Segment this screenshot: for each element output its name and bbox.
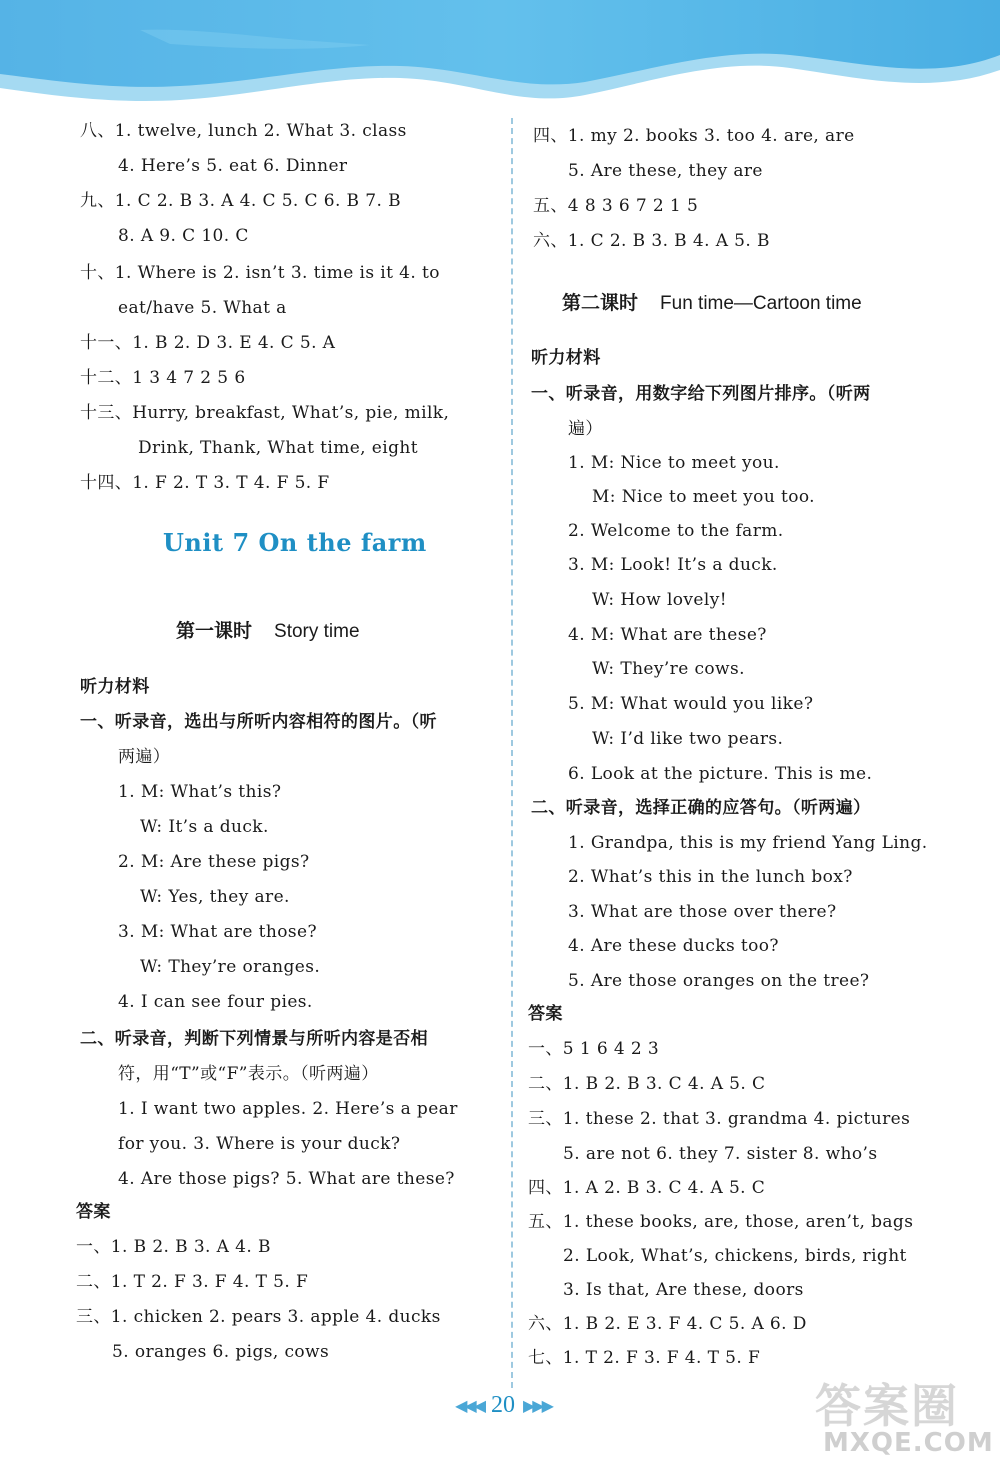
text-line: 四、1. my 2. books 3. too 4. are, are xyxy=(533,126,855,146)
lesson-1-title: Story time xyxy=(274,621,360,642)
text-line: M: Nice to meet you too. xyxy=(592,487,815,507)
text-line: 4. Here’s 5. eat 6. Dinner xyxy=(118,156,348,176)
text-line: W: They’re cows. xyxy=(592,659,745,679)
section-heading: 答案 xyxy=(76,1202,111,1222)
text-line: 1. M: Nice to meet you. xyxy=(568,453,780,473)
section-heading: 一、听录音，选出与所听内容相符的图片。（听 xyxy=(80,712,437,732)
page-number: 20 xyxy=(491,1391,515,1418)
text-line: 5. Are these, they are xyxy=(568,161,763,181)
text-line: W: Yes, they are. xyxy=(140,887,290,907)
text-line: 1. Grandpa, this is my friend Yang Ling. xyxy=(568,833,928,853)
text-line: 一、5 1 6 4 2 3 xyxy=(528,1039,660,1059)
text-line: eat/have 5. What a xyxy=(118,298,287,318)
text-line: 5. Are those oranges on the tree? xyxy=(568,971,870,991)
text-line: 4. Are those pigs? 5. What are these? xyxy=(118,1169,455,1189)
text-line: 6. Look at the picture. This is me. xyxy=(568,764,873,784)
text-line: 十四、1. F 2. T 3. T 4. F 5. F xyxy=(80,473,330,493)
watermark-title: 答案圈 xyxy=(815,1379,959,1433)
section-heading: 听力材料 xyxy=(80,677,150,697)
lesson-2-number: 第二课时 xyxy=(562,292,639,314)
text-line: 十一、1. B 2. D 3. E 4. C 5. A xyxy=(80,333,336,353)
section-heading: 一、听录音，用数字给下列图片排序。（听两 xyxy=(531,384,871,404)
text-line: Drink, Thank, What time, eight xyxy=(138,438,418,458)
text-line: 八、1. twelve, lunch 2. What 3. class xyxy=(80,121,407,141)
page-footer xyxy=(408,1390,598,1420)
column-divider xyxy=(511,118,513,1388)
unit-title: Unit 7 On the farm xyxy=(163,528,427,557)
text-line: 两遍） xyxy=(118,747,171,767)
text-line: W: They’re oranges. xyxy=(140,957,321,977)
text-line: 4. I can see four pies. xyxy=(118,992,313,1012)
text-line: 2. Welcome to the farm. xyxy=(568,521,784,541)
section-heading: 二、听录音，选择正确的应答句。（听两遍） xyxy=(531,798,871,818)
text-line: 3. What are those over there? xyxy=(568,902,837,922)
text-line: 一、1. B 2. B 3. A 4. B xyxy=(76,1237,271,1257)
lesson-1-heading xyxy=(176,616,360,643)
text-line: 4. Are these ducks too? xyxy=(568,936,779,956)
watermark-logo xyxy=(815,1368,1000,1465)
text-line: 二、1. B 2. B 3. C 4. A 5. C xyxy=(528,1074,766,1094)
text-line: 3. Is that, Are these, doors xyxy=(563,1280,804,1300)
text-line: 2. What’s this in the lunch box? xyxy=(568,867,853,887)
text-line: 四、1. A 2. B 3. C 4. A 5. C xyxy=(528,1178,766,1198)
section-heading: 二、听录音，判断下列情景与所听内容是否相 xyxy=(80,1029,428,1049)
prev-arrows-icon: ◀◀◀ xyxy=(455,1395,483,1415)
text-line: for you. 3. Where is your duck? xyxy=(118,1134,401,1154)
text-line: 1. M: What’s this? xyxy=(118,782,282,802)
text-line: 三、1. these 2. that 3. grandma 4. pictures xyxy=(528,1109,911,1129)
next-arrows-icon: ▶▶▶ xyxy=(523,1395,551,1415)
text-line: 六、1. C 2. B 3. B 4. A 5. B xyxy=(533,231,770,251)
text-line: 5. M: What would you like? xyxy=(568,694,814,714)
text-line: 五、4 8 3 6 7 2 1 5 xyxy=(533,196,699,216)
lesson-1-number: 第一课时 xyxy=(176,620,253,642)
text-line: 1. I want two apples. 2. Here’s a pear xyxy=(118,1099,458,1119)
text-line: 七、1. T 2. F 3. F 4. T 5. F xyxy=(528,1348,761,1368)
text-line: 3. M: Look! It’s a duck. xyxy=(568,555,778,575)
text-line: 十三、Hurry, breakfast, What’s, pie, milk, xyxy=(80,403,450,423)
text-line: W: How lovely! xyxy=(592,590,727,610)
watermark-url: MXQE.COM xyxy=(823,1428,994,1458)
text-line: W: I’d like two pears. xyxy=(592,729,784,749)
text-line: 三、1. chicken 2. pears 3. apple 4. ducks xyxy=(76,1307,441,1327)
text-line: 5. oranges 6. pigs, cows xyxy=(112,1342,330,1362)
text-line: 2. M: Are these pigs? xyxy=(118,852,310,872)
text-line: 符，用“T”或“F”表示。（听两遍） xyxy=(118,1064,379,1084)
text-line: 六、1. B 2. E 3. F 4. C 5. A 6. D xyxy=(528,1314,807,1334)
text-line: 5. are not 6. they 7. sister 8. who’s xyxy=(563,1144,878,1164)
lesson-2-title: Fun time—Cartoon time xyxy=(660,293,862,314)
text-line: 二、1. T 2. F 3. F 4. T 5. F xyxy=(76,1272,309,1292)
text-line: 五、1. these books, are, those, aren’t, bags xyxy=(528,1212,914,1232)
text-line: 3. M: What are those? xyxy=(118,922,317,942)
text-line: W: It’s a duck. xyxy=(140,817,269,837)
text-line: 十、1. Where is 2. isn’t 3. time is it 4. to xyxy=(80,263,440,283)
section-heading: 答案 xyxy=(528,1004,563,1024)
text-line: 2. Look, What’s, chickens, birds, right xyxy=(563,1246,907,1266)
section-heading: 听力材料 xyxy=(531,348,601,368)
text-line: 十二、1 3 4 7 2 5 6 xyxy=(80,368,246,388)
text-line: 遍） xyxy=(568,419,603,439)
header-wave-banner xyxy=(0,0,1000,120)
lesson-2-heading xyxy=(562,288,862,315)
text-line: 8. A 9. C 10. C xyxy=(118,226,249,246)
text-line: 九、1. C 2. B 3. A 4. C 5. C 6. B 7. B xyxy=(80,191,401,211)
text-line: 4. M: What are these? xyxy=(568,625,767,645)
